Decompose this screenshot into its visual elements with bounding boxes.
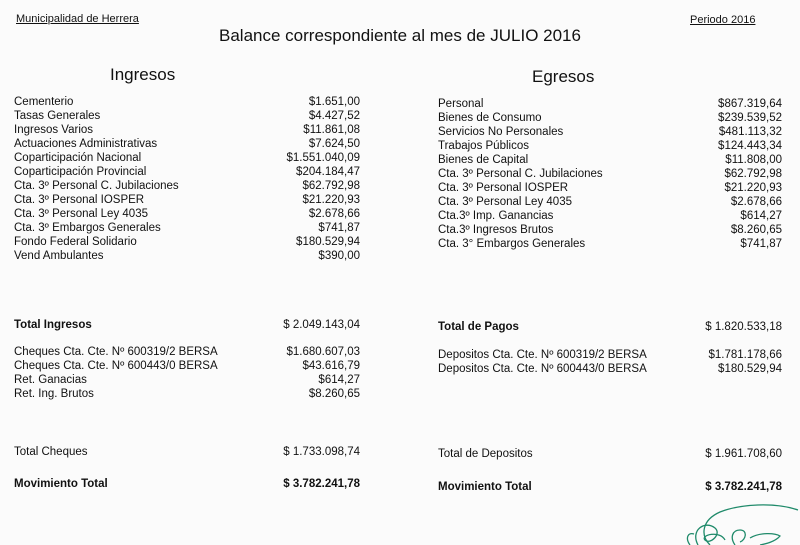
list-item <box>14 235 360 249</box>
item-label: Cta.3º Imp. Ganancias <box>438 210 554 222</box>
item-value: $43.616,79 <box>302 360 360 372</box>
list-item <box>438 181 782 195</box>
total-pagos-row <box>438 320 782 334</box>
item-label: Coparticipación Provincial <box>14 166 147 178</box>
list-item <box>14 373 360 387</box>
total-pagos-value: $ 1.820.533,18 <box>705 321 782 333</box>
list-item <box>438 153 782 167</box>
item-value: $62.792,98 <box>724 168 782 180</box>
list-item <box>14 193 360 207</box>
list-item <box>438 167 782 181</box>
item-label: Cta. 3° Embargos Generales <box>438 238 586 250</box>
list-item <box>14 207 360 221</box>
total-depositos-value: $ 1.961.708,60 <box>705 448 782 460</box>
movimiento-total-value: $ 3.782.241,78 <box>705 481 782 493</box>
item-label: Cta. 3º Embargos Generales <box>14 222 161 234</box>
item-label: Ret. Ing. Brutos <box>14 388 94 400</box>
movimiento-total-label: Movimiento Total <box>14 478 108 490</box>
total-cheques-value: $ 1.733.098,74 <box>283 446 360 458</box>
page-title: Balance correspondiente al mes de JULIO 2016 <box>219 26 581 45</box>
item-value: $2.678,66 <box>730 196 782 208</box>
list-item <box>14 249 360 263</box>
total-ingresos-value: $ 2.049.143,04 <box>283 319 360 331</box>
movimiento-total-ingresos-row <box>14 477 360 491</box>
item-label: Tasas Generales <box>14 110 101 122</box>
item-value: $1.651,00 <box>308 96 360 108</box>
list-item <box>14 109 360 123</box>
item-value: $4.427,52 <box>308 110 360 122</box>
item-value: $2.678,66 <box>308 208 360 220</box>
list-item <box>438 362 782 376</box>
movimiento-total-label: Movimiento Total <box>438 481 532 493</box>
list-item <box>438 139 782 153</box>
item-value: $614,27 <box>318 374 360 386</box>
item-label: Actuaciones Administrativas <box>14 138 158 150</box>
item-label: Coparticipación Nacional <box>14 152 142 164</box>
item-value: $8.260,65 <box>308 388 360 400</box>
item-value: $180.529,94 <box>296 236 360 248</box>
item-value: $1.551.040,09 <box>286 152 360 164</box>
list-item <box>14 123 360 137</box>
list-item <box>438 195 782 209</box>
list-item <box>438 348 782 362</box>
item-value: $1.781.178,66 <box>708 349 782 361</box>
item-label: Ingresos Varios <box>14 124 94 136</box>
list-item <box>438 209 782 223</box>
item-label: Trabajos Públicos <box>438 140 529 152</box>
list-item <box>14 137 360 151</box>
list-item <box>14 359 360 373</box>
item-value: $741,87 <box>318 222 360 234</box>
list-item <box>14 95 360 109</box>
item-value: $1.680.607,03 <box>286 346 360 358</box>
list-item <box>14 165 360 179</box>
item-label: Cta. 3º Personal C. Jubilaciones <box>438 168 603 180</box>
list-item <box>438 223 782 237</box>
item-label: Cta. 3º Personal C. Jubilaciones <box>14 180 179 192</box>
item-value: $11.808,00 <box>725 154 782 166</box>
item-value: $481.113,32 <box>718 126 782 138</box>
item-value: $21.220,93 <box>724 182 782 194</box>
item-value: $124.443,34 <box>718 140 782 152</box>
item-label: Servicios No Personales <box>438 126 564 138</box>
municipality-name: Municipalidad de Herrera <box>16 13 139 25</box>
item-label: Fondo Federal Solidario <box>14 236 137 248</box>
movimiento-total-value: $ 3.782.241,78 <box>283 478 360 490</box>
item-value: $180.529,94 <box>718 363 782 375</box>
item-label: Cta.3º Ingresos Brutos <box>438 224 554 236</box>
item-value: $7.624,50 <box>308 138 360 150</box>
item-label: Vend Ambulantes <box>14 250 104 262</box>
item-label: Cta. 3º Personal IOSPER <box>14 194 145 206</box>
total-pagos-label: Total de Pagos <box>438 321 519 333</box>
list-item <box>14 179 360 193</box>
list-item <box>14 345 360 359</box>
item-value: $8.260,65 <box>730 224 782 236</box>
item-label: Cta. 3º Personal IOSPER <box>438 182 569 194</box>
item-value: $204.184,47 <box>296 166 360 178</box>
item-label: Cementerio <box>14 96 74 108</box>
item-value: $239.539,52 <box>718 112 782 124</box>
item-label: Personal <box>438 98 484 110</box>
list-item <box>438 111 782 125</box>
item-value: $62.792,98 <box>302 180 360 192</box>
list-item <box>438 237 782 251</box>
item-label: Bienes de Capital <box>438 154 529 166</box>
signature-image <box>680 500 800 545</box>
total-cheques-label: Total Cheques <box>14 446 88 458</box>
item-label: Cta. 3º Personal Ley 4035 <box>14 208 148 220</box>
item-value: $614,27 <box>740 210 782 222</box>
item-label: Cheques Cta. Cte. Nº 600443/0 BERSA <box>14 360 218 372</box>
item-label: Depositos Cta. Cte. Nº 600319/2 BERSA <box>438 349 647 361</box>
list-item <box>14 151 360 165</box>
item-label: Depositos Cta. Cte. Nº 600443/0 BERSA <box>438 363 647 375</box>
list-item <box>14 387 360 401</box>
movimiento-total-egresos-row <box>438 480 782 494</box>
item-label: Bienes de Consumo <box>438 112 542 124</box>
total-ingresos-row <box>14 318 360 332</box>
item-label: Ret. Ganacias <box>14 374 87 386</box>
item-value: $390,00 <box>318 250 360 262</box>
item-value: $867.319,64 <box>718 98 782 110</box>
list-item <box>438 125 782 139</box>
period-label: Periodo 2016 <box>690 14 756 26</box>
list-item <box>14 221 360 235</box>
item-value: $21.220,93 <box>302 194 360 206</box>
list-item <box>438 97 782 111</box>
total-cheques-row <box>14 445 360 459</box>
total-depositos-label: Total de Depositos <box>438 448 533 460</box>
item-value: $741,87 <box>740 238 782 250</box>
item-label: Cta. 3º Personal Ley 4035 <box>438 196 572 208</box>
item-value: $11.861,08 <box>303 124 360 136</box>
total-depositos-row <box>438 447 782 461</box>
ingresos-heading: Ingresos <box>110 65 176 84</box>
egresos-heading: Egresos <box>532 67 595 86</box>
total-ingresos-label: Total Ingresos <box>14 319 92 331</box>
item-label: Cheques Cta. Cte. Nº 600319/2 BERSA <box>14 346 218 358</box>
